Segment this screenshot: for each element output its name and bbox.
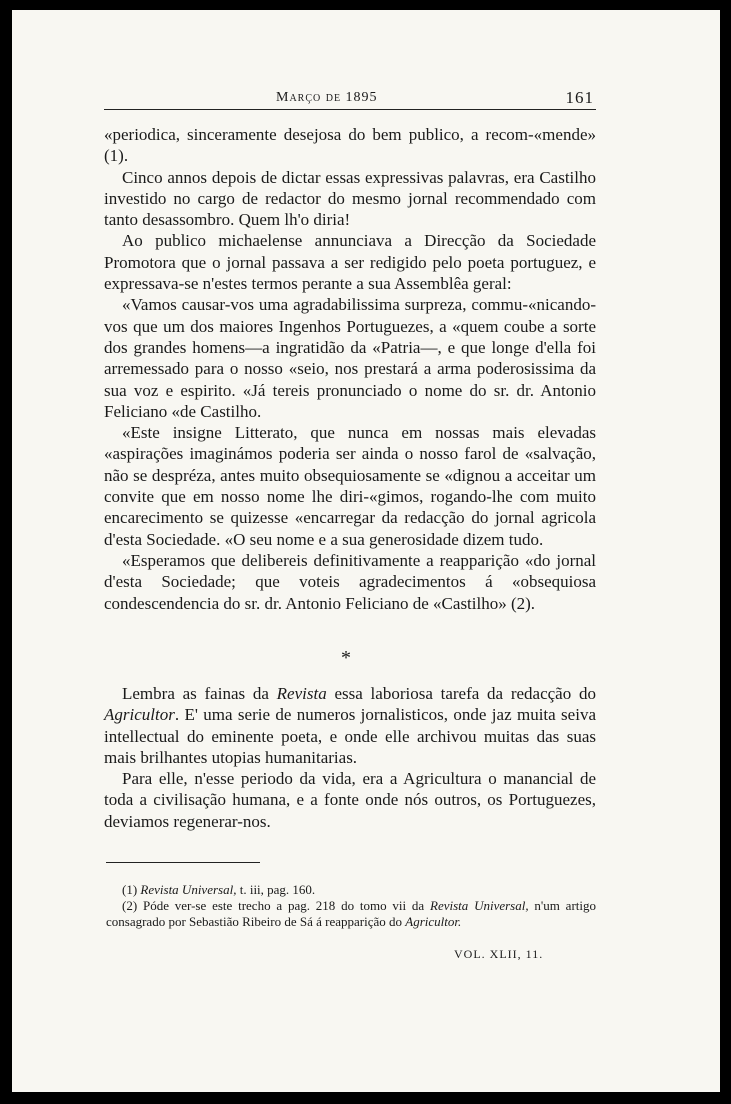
italic-agricultor: Agricultor bbox=[104, 705, 175, 725]
footnote-2 bbox=[106, 898, 596, 930]
paragraph-3: Ao publico michaelense annunciava a Direcção da Sociedade Promotora que o jornal passava a ser redigido pelo poeta portuguez, e expressava-se n'estes termos perante a sua Assemblêa geral: bbox=[104, 231, 596, 294]
footnote-1-suffix: t. iii, pag. 160. bbox=[236, 882, 316, 897]
italic-revista: Revista bbox=[276, 684, 327, 703]
document-page bbox=[12, 10, 720, 1092]
paragraph-lembra bbox=[104, 683, 596, 768]
running-header bbox=[104, 86, 597, 110]
footnotes bbox=[106, 882, 596, 930]
section-separator: * bbox=[341, 647, 351, 669]
quote-paragraph-1: «Vamos causar-vos uma agradabilissima surpreza, commu-«nicando-vos que um dos maiores Ingenhos Portuguezes, a «quem coube a sorte dos grandes homens—a ingratidão da «Patria—, e que longe d'ella foi arremessado para o nosso «seio, nos prestará a arma poderosissima da sua voz e espirito. «Já tereis pronunciado o nome do sr. dr. Antonio Feliciano «de Castilho. bbox=[104, 295, 596, 421]
text-span: . E' uma serie de numeros jornalisticos, onde jaz muita seiva intellectual do eminente poeta, e onde elle archivou muitas das suas mais brilhantes utopias humanitarias. bbox=[104, 705, 596, 767]
quote-paragraph-2: «Este insigne Litterato, que nunca em nossas mais elevadas «aspirações imaginámos poderia ser ainda o nosso farol de «salvação, não se despréza, antes muito obsequiosamente se «dignou a acceitar um convite que em nosso nome lhe diri-«gimos, rogando-lhe com muito encarecimento se quizesse «encarregar da redacção do jornal agricola d'esta Sociedade. «O seu nome e a sua generosidade dizem tudo. bbox=[104, 423, 596, 549]
page-number: 161 bbox=[565, 88, 594, 107]
footnote-rule bbox=[106, 862, 260, 863]
paragraph-1: «periodica, sinceramente desejosa do bem publico, a recom-«mende» (1). bbox=[104, 125, 596, 166]
footnote-1-prefix: (1) bbox=[122, 882, 141, 897]
paragraph-2: Cinco annos depois de dictar essas expressivas palavras, era Castilho investido no cargo de redactor do mesmo jornal recommendado com tanto desassombro. Quem lh'o diria! bbox=[104, 167, 596, 230]
header-title: Março de 1895 bbox=[276, 90, 378, 105]
text-span: essa laboriosa tarefa da redacção do bbox=[326, 684, 596, 703]
footnote-2-prefix: (2) Póde ver-se este trecho a pag. 218 do tomo vii da bbox=[122, 898, 431, 913]
footnote-2-middle: n'um artigo consagrado por Sebastião Ribeiro de Sá á reapparição do bbox=[106, 898, 596, 929]
text-span: Lembra as fainas da bbox=[122, 684, 277, 703]
footnote-1 bbox=[106, 882, 596, 898]
footnote-2-italic: Revista Universal, bbox=[430, 898, 529, 913]
footnote-1-italic: Revista Universal, bbox=[140, 882, 237, 897]
volume-signature: VOL. XLII, 11. bbox=[454, 947, 544, 961]
quote-paragraph-3: «Esperamos que delibereis definitivamente a reapparição «do jornal d'esta Sociedade; que voteis agradecimentos á «obsequiosa condescendencia do sr. dr. Antonio Feliciano de «Castilho» (2). bbox=[104, 550, 596, 613]
paragraph-para-elle: Para elle, n'esse periodo da vida, era a Agricultura o manancial de toda a civilisação humana, e a fonte onde nós outros, os Portuguezes, deviamos regenerar-nos. bbox=[104, 769, 596, 831]
second-section bbox=[104, 683, 596, 832]
footnote-2-italic-2: Agricultor. bbox=[405, 914, 462, 929]
main-text bbox=[104, 124, 596, 614]
header-rule bbox=[104, 109, 596, 110]
